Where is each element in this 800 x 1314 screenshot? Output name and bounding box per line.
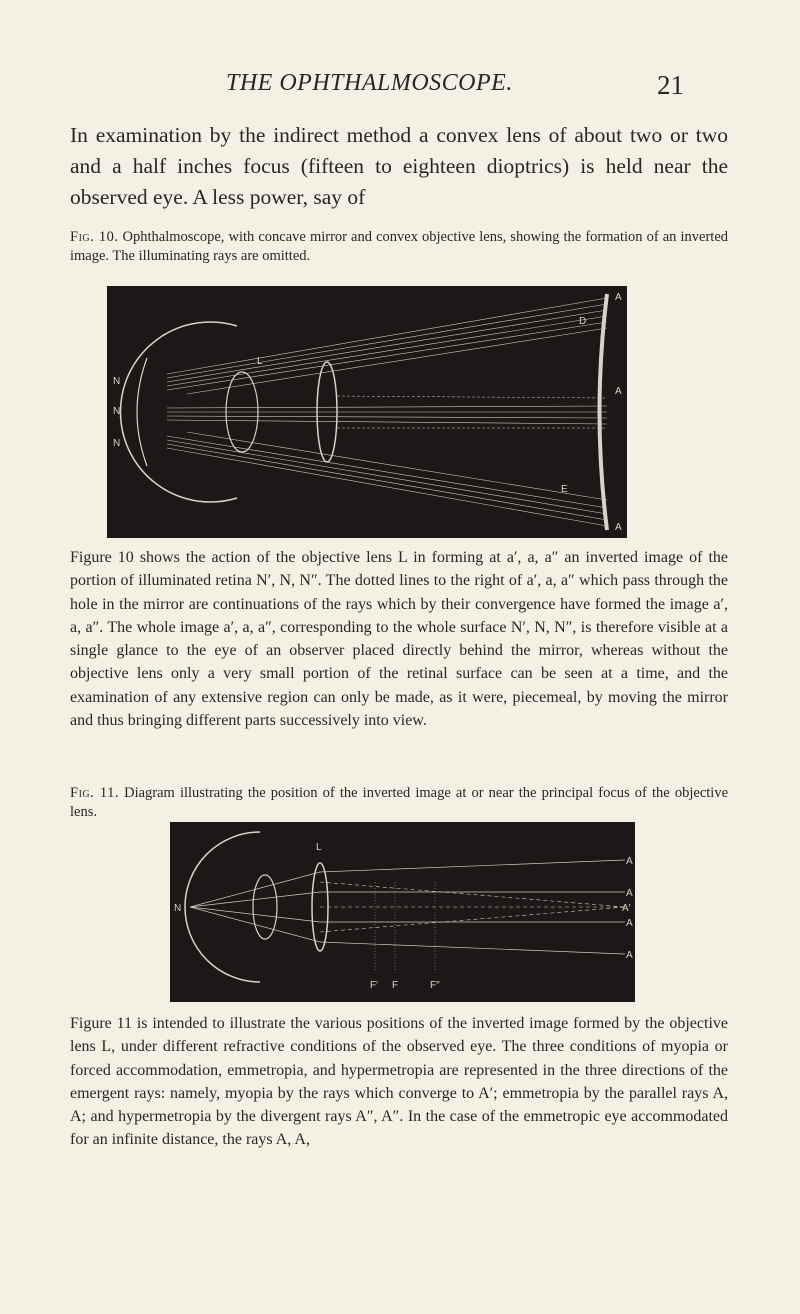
page-header bbox=[0, 70, 800, 110]
fig10-letter-A-mid: A bbox=[615, 386, 622, 397]
fig10-letter-A-top: A bbox=[615, 292, 622, 303]
fig11-paragraph: Figure 11 is intended to illustrate the various positions of the inverted image formed by the objective lens L, under different refractive conditions of the observed eye. The three conditions of myopia or forced accommodation, emmetropia, and hypermetropia are represented in the three directions of the emergent rays: namely, myopia by the rays which converge to A′; emmetropia by the parallel rays A, A; and hypermetropia by the divergent rays A″, A″. In the case of the emmetropic eye accommodated for an infinite distance, the rays A, A, bbox=[70, 1015, 728, 1149]
fig11-letter-F3: F″ bbox=[430, 980, 440, 991]
fig10-letter-A-bot: A bbox=[615, 522, 622, 533]
fig11-label: Fig. 11. bbox=[70, 785, 119, 801]
fig10-caption-text: Ophthalmoscope, with concave mirror and convex objective lens, showing the formation of an inverted image. The illuminating rays are omitted. bbox=[70, 229, 729, 264]
page-number: 21 bbox=[657, 70, 684, 100]
fig10-letter-L: L bbox=[257, 356, 263, 367]
fig10-letter-N1: N bbox=[113, 376, 121, 387]
fig11-letter-A5: A bbox=[626, 950, 633, 961]
fig11-letter-A2: A bbox=[626, 888, 633, 899]
fig10-letter-N2: N bbox=[113, 438, 121, 449]
fig11-letter-L: L bbox=[316, 842, 322, 853]
fig11-letter-A3: A′ bbox=[622, 903, 631, 914]
fig10-paragraph: Figure 10 shows the action of the objective lens L in forming at a′, a, a″ an inverted image of the portion of illuminated retina N′, N, N″. The dotted lines to the right of a′, a, a″ which pass through the hole in the mirror are continuations of the rays which by their convergence have formed the image a′, a, a″. The whole image a′, a, a″, corresponding to the whole surface N′, N, N″, is therefore visible at a single glance to the eye of an observer placed directly behind the mirror, whereas without the objective lens only a very small portion of the retinal surface can be seen at a time, and the examination of any extensive region can only be made, as it were, piecemeal, by moving the mirror and thus bringing different parts successively into view. bbox=[70, 549, 728, 730]
fig11-caption-text: Diagram illustrating the position of the inverted image at or near the principal focus of the objective lens. bbox=[70, 785, 729, 820]
fig11-letter-F2: F bbox=[392, 980, 399, 991]
intro-paragraph: In examination by the indirect method a convex lens of about two or two and a half inches focus (fifteen to eighteen dioptrics) is held near the observed eye. A less power, say of bbox=[70, 123, 728, 209]
fig10-letter-D: D bbox=[579, 316, 587, 327]
fig10-caption bbox=[70, 228, 728, 266]
fig10-letter-N: N bbox=[113, 406, 121, 417]
fig11-letter-N: N bbox=[174, 903, 182, 914]
running-title: THE OPHTHALMOSCOPE. bbox=[226, 70, 513, 96]
fig10-diagram bbox=[107, 286, 627, 538]
fig11-letter-A4: A bbox=[626, 918, 633, 929]
fig11-letter-F1: F′ bbox=[370, 980, 378, 991]
fig10-letter-E: E bbox=[561, 484, 568, 495]
fig10-label: Fig. 10. bbox=[70, 229, 119, 245]
fig11-caption bbox=[70, 784, 728, 822]
fig11-diagram bbox=[170, 822, 635, 1002]
fig11-letter-A1: A bbox=[626, 856, 633, 867]
